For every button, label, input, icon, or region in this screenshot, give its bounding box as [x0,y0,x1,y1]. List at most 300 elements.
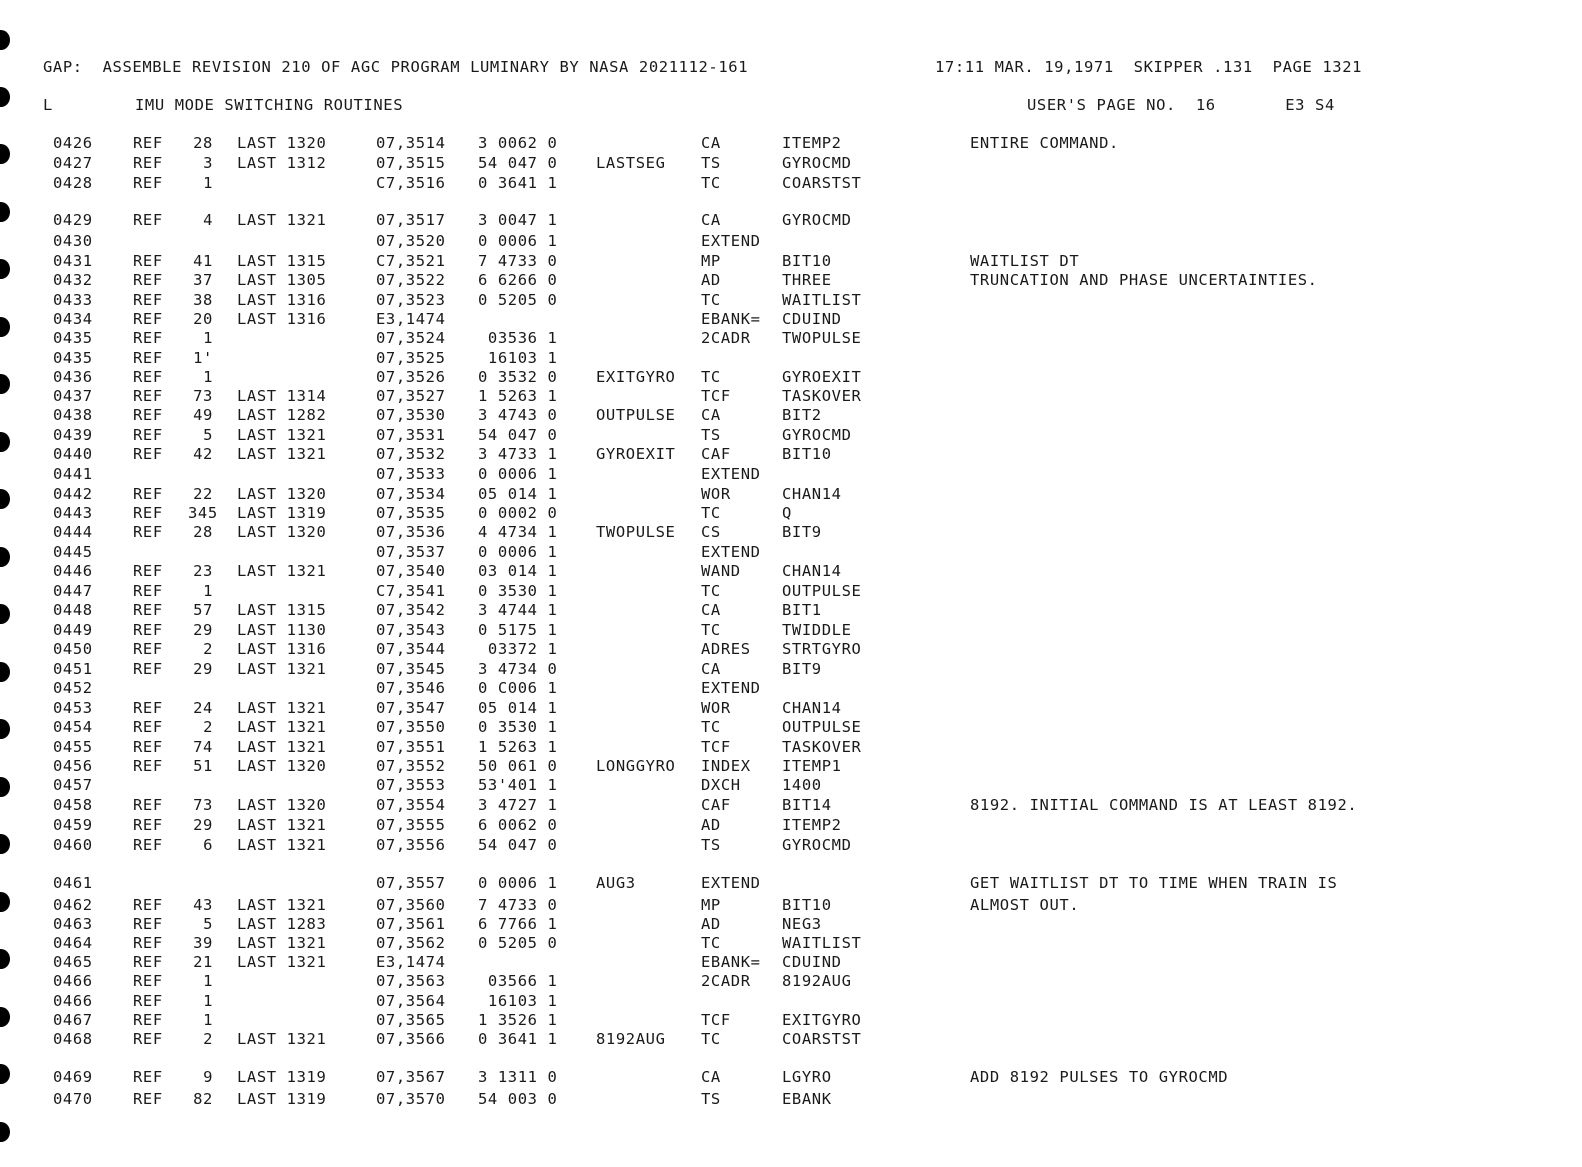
ref-count: 29 [193,816,213,834]
ref-count: 43 [193,896,213,914]
bank-address: 07,3535 [376,504,446,522]
octal-code: 1 5263 1 [478,387,558,405]
line-number: 0450 [53,640,93,658]
opcode: ADRES [701,640,751,658]
bank-address: 07,3514 [376,134,446,152]
octal-code: 54 047 0 [478,836,558,854]
bank-address: 07,3526 [376,368,446,386]
comment: TRUNCATION AND PHASE UNCERTAINTIES. [970,271,1318,289]
operand: CHAN14 [782,699,842,717]
opcode: TS [701,836,721,854]
bank-address: 07,3523 [376,291,446,309]
operand: WAITLIST [782,291,862,309]
operand: CHAN14 [782,562,842,580]
operand: TWIDDLE [782,621,852,639]
comment: ENTIRE COMMAND. [970,134,1119,152]
last-ref: LAST 1321 [237,816,327,834]
ref-count: 2 [203,640,213,658]
ref-label: REF [133,271,163,289]
ref-label: REF [133,349,163,367]
ref-count: 37 [193,271,213,289]
ref-label: REF [133,252,163,270]
header-assembly-line: GAP: ASSEMBLE REVISION 210 OF AGC PROGRAM LUMINARY BY NASA 2021112-161 [43,58,749,76]
symbol-label: AUG3 [596,874,636,892]
last-ref: LAST 1320 [237,134,327,152]
octal-code: 3 4733 1 [478,445,558,463]
comment: WAITLIST DT [970,252,1080,270]
line-number: 0461 [53,874,93,892]
opcode: MP [701,252,721,270]
ref-count: 39 [193,934,213,952]
line-number: 0466 [53,992,93,1010]
octal-code: 0 3530 1 [478,582,558,600]
bank-address: 07,3545 [376,660,446,678]
ref-label: REF [133,1090,163,1108]
ref-label: REF [133,992,163,1010]
opcode: CA [701,601,721,619]
ref-count: 5 [203,426,213,444]
ref-label: REF [133,504,163,522]
listing-row [0,1067,1582,1087]
line-number: 0435 [53,349,93,367]
octal-code: 3 4734 0 [478,660,558,678]
operand: CDUIND [782,953,842,971]
ref-label: REF [133,134,163,152]
octal-code: 7 4733 0 [478,252,558,270]
listing-row [0,386,1582,406]
opcode: TC [701,621,721,639]
operand: TWOPULSE [782,329,862,347]
bank-address: 07,3546 [376,679,446,697]
opcode: WAND [701,562,741,580]
octal-code: 3 4727 1 [478,796,558,814]
bank-address: 07,3530 [376,406,446,424]
operand: ITEMP2 [782,816,842,834]
listing-row [0,522,1582,542]
bank-address: 07,3570 [376,1090,446,1108]
last-ref: LAST 1321 [237,426,327,444]
listing-row [0,717,1582,737]
operand: GYROEXIT [782,368,862,386]
opcode: TS [701,1090,721,1108]
octal-code: 3 0047 1 [478,211,558,229]
ref-count: 28 [193,523,213,541]
last-ref: LAST 1283 [237,915,327,933]
operand: LGYRO [782,1068,832,1086]
line-number: 0456 [53,757,93,775]
comment: 8192. INITIAL COMMAND IS AT LEAST 8192. [970,796,1358,814]
last-ref: LAST 1319 [237,1068,327,1086]
octal-code: 4 4734 1 [478,523,558,541]
line-number: 0427 [53,154,93,172]
line-number: 0448 [53,601,93,619]
line-number: 0445 [53,543,93,561]
bank-address: 07,3555 [376,816,446,834]
ref-label: REF [133,757,163,775]
octal-code: 03536 1 [478,329,558,347]
opcode: AD [701,816,721,834]
listing-row [0,620,1582,640]
listing-row [0,659,1582,679]
ref-label: REF [133,1068,163,1086]
ref-count: 6 [203,836,213,854]
last-ref: LAST 1319 [237,504,327,522]
ref-label: REF [133,310,163,328]
ref-count: 4 [203,211,213,229]
listing-row [0,971,1582,991]
listing-row [0,1029,1582,1049]
operand: CHAN14 [782,485,842,503]
bank-address: 07,3553 [376,776,446,794]
line-number: 0463 [53,915,93,933]
ref-count: 23 [193,562,213,580]
line-number: 0434 [53,310,93,328]
ref-count: 1' [193,349,213,367]
listing-row [0,542,1582,562]
octal-code: 0 0006 1 [478,874,558,892]
octal-code: 0 5175 1 [478,621,558,639]
bank-address: 07,3564 [376,992,446,1010]
listing-row [0,561,1582,581]
last-ref: LAST 1315 [237,252,327,270]
bank-address: 07,3567 [376,1068,446,1086]
listing-row [0,991,1582,1011]
opcode: CA [701,134,721,152]
bank-address: 07,3547 [376,699,446,717]
last-ref: LAST 1321 [237,953,327,971]
ref-count: 38 [193,291,213,309]
octal-code: 54 047 0 [478,426,558,444]
listing-row [0,153,1582,173]
octal-code: 3 4743 0 [478,406,558,424]
octal-code: 1 3526 1 [478,1011,558,1029]
last-ref: LAST 1319 [237,1090,327,1108]
opcode: TCF [701,1011,731,1029]
line-number: 0438 [53,406,93,424]
operand: ITEMP1 [782,757,842,775]
octal-code: 0 3641 1 [478,174,558,192]
operand: GYROCMD [782,836,852,854]
octal-code: 03372 1 [478,640,558,658]
line-number: 0441 [53,465,93,483]
opcode: TC [701,291,721,309]
line-number: 0440 [53,445,93,463]
last-ref: LAST 1312 [237,154,327,172]
line-number: 0459 [53,816,93,834]
line-number: 0452 [53,679,93,697]
opcode: DXCH [701,776,741,794]
listing-row [0,444,1582,464]
line-number: 0442 [53,485,93,503]
opcode: CAF [701,445,731,463]
bank-address: 07,3561 [376,915,446,933]
ref-label: REF [133,601,163,619]
listing-row [0,1010,1582,1030]
octal-code: 0 3530 1 [478,718,558,736]
opcode: CA [701,406,721,424]
operand: Q [782,504,792,522]
listing-row [0,914,1582,934]
operand: THREE [782,271,832,289]
bank-address: 07,3515 [376,154,446,172]
line-number: 0464 [53,934,93,952]
ref-label: REF [133,329,163,347]
listing-row [0,270,1582,290]
listing-row [0,464,1582,484]
ref-label: REF [133,660,163,678]
operand: EBANK [782,1090,832,1108]
listing-row [0,895,1582,915]
opcode: TCF [701,387,731,405]
opcode: WOR [701,699,731,717]
line-number: 0454 [53,718,93,736]
listing-row [0,309,1582,329]
bank-address: 07,3533 [376,465,446,483]
octal-code: 16103 1 [478,349,558,367]
octal-code: 3 0062 0 [478,134,558,152]
listing-row [0,173,1582,193]
octal-code: 03 014 1 [478,562,558,580]
ref-count: 57 [193,601,213,619]
ref-label: REF [133,738,163,756]
octal-code: 6 7766 1 [478,915,558,933]
octal-code: 05 014 1 [478,485,558,503]
bank-address: 07,3544 [376,640,446,658]
octal-code: 0 0006 1 [478,465,558,483]
last-ref: LAST 1321 [237,445,327,463]
header-user-page: USER'S PAGE NO. 16 E3 S4 [1027,96,1335,114]
bank-address: 07,3522 [376,271,446,289]
opcode: WOR [701,485,731,503]
ref-label: REF [133,836,163,854]
octal-code: 0 0006 1 [478,232,558,250]
bank-address: 07,3554 [376,796,446,814]
last-ref: LAST 1320 [237,757,327,775]
ref-label: REF [133,621,163,639]
line-number: 0439 [53,426,93,444]
bank-address: C7,3541 [376,582,446,600]
last-ref: LAST 1316 [237,640,327,658]
ref-label: REF [133,640,163,658]
bank-address: 07,3557 [376,874,446,892]
ref-label: REF [133,426,163,444]
octal-code: 0 3532 0 [478,368,558,386]
line-number: 0436 [53,368,93,386]
operand: COARSTST [782,1030,862,1048]
bank-address: 07,3517 [376,211,446,229]
listing-row [0,639,1582,659]
octal-code: 0 C006 1 [478,679,558,697]
line-number: 0447 [53,582,93,600]
opcode: CA [701,211,721,229]
bank-address: 07,3551 [376,738,446,756]
opcode: EXTEND [701,465,761,483]
listing-row [0,405,1582,425]
operand: BIT9 [782,660,822,678]
ref-count: 1 [203,174,213,192]
operand: BIT10 [782,896,832,914]
listing-row [0,367,1582,387]
octal-code: 50 061 0 [478,757,558,775]
listing-row [0,815,1582,835]
octal-code: 16103 1 [478,992,558,1010]
opcode: AD [701,915,721,933]
ref-count: 1 [203,972,213,990]
listing-row [0,678,1582,698]
ref-count: 28 [193,134,213,152]
listing-row [0,835,1582,855]
last-ref: LAST 1321 [237,836,327,854]
octal-code: 6 6266 0 [478,271,558,289]
listing-row [0,795,1582,815]
listing-row [0,581,1582,601]
ref-label: REF [133,934,163,952]
octal-code: 53'401 1 [478,776,558,794]
line-number: 0469 [53,1068,93,1086]
bank-address: E3,1474 [376,953,446,971]
last-ref: LAST 1320 [237,523,327,541]
ref-label: REF [133,406,163,424]
operand: GYROCMD [782,426,852,444]
ref-count: 1 [203,329,213,347]
opcode: 2CADR [701,329,751,347]
listing-row [0,133,1582,153]
listing-row [0,348,1582,368]
opcode: TC [701,174,721,192]
last-ref: LAST 1305 [237,271,327,289]
line-number: 0451 [53,660,93,678]
ref-count: 1 [203,368,213,386]
operand: WAITLIST [782,934,862,952]
listing-row [0,328,1582,348]
bank-address: 07,3524 [376,329,446,347]
symbol-label: OUTPULSE [596,406,676,424]
line-number: 0458 [53,796,93,814]
line-number: 0466 [53,972,93,990]
ref-count: 2 [203,718,213,736]
bank-address: 07,3537 [376,543,446,561]
listing-row [0,737,1582,757]
ref-count: 29 [193,621,213,639]
line-number: 0455 [53,738,93,756]
ref-count: 29 [193,660,213,678]
ref-label: REF [133,896,163,914]
ref-count: 1 [203,1011,213,1029]
opcode: TC [701,504,721,522]
bank-address: 07,3540 [376,562,446,580]
octal-code: 0 3641 1 [478,1030,558,1048]
line-number: 0467 [53,1011,93,1029]
bank-address: 07,3532 [376,445,446,463]
listing-row [0,873,1582,893]
comment: ALMOST OUT. [970,896,1080,914]
ref-label: REF [133,953,163,971]
ref-count: 2 [203,1030,213,1048]
line-number: 0457 [53,776,93,794]
symbol-label: LASTSEG [596,154,666,172]
opcode: TC [701,582,721,600]
opcode: CS [701,523,721,541]
bank-address: 07,3536 [376,523,446,541]
last-ref: LAST 1321 [237,660,327,678]
opcode: EXTEND [701,543,761,561]
listing-row [0,1089,1582,1109]
ref-label: REF [133,1011,163,1029]
opcode: EXTEND [701,232,761,250]
ref-label: REF [133,972,163,990]
octal-code: 05 014 1 [478,699,558,717]
listing-row [0,251,1582,271]
operand: 8192AUG [782,972,852,990]
line-number: 0462 [53,896,93,914]
opcode: TC [701,1030,721,1048]
ref-count: 73 [193,387,213,405]
octal-code: 54 047 0 [478,154,558,172]
ref-label: REF [133,368,163,386]
octal-code: 0 5205 0 [478,934,558,952]
ref-count: 5 [203,915,213,933]
octal-code: 7 4733 0 [478,896,558,914]
octal-code: 6 0062 0 [478,816,558,834]
ref-label: REF [133,445,163,463]
bank-address: C7,3521 [376,252,446,270]
ref-label: REF [133,291,163,309]
operand: OUTPULSE [782,582,862,600]
ref-count: 41 [193,252,213,270]
opcode: MP [701,896,721,914]
last-ref: LAST 1314 [237,387,327,405]
ref-count: 1 [203,582,213,600]
ref-label: REF [133,816,163,834]
ref-label: REF [133,582,163,600]
line-number: 0432 [53,271,93,289]
line-number: 0449 [53,621,93,639]
listing-row [0,756,1582,776]
opcode: EBANK= [701,953,761,971]
line-number: 0437 [53,387,93,405]
last-ref: LAST 1316 [237,291,327,309]
octal-code: 0 5205 0 [478,291,558,309]
symbol-label: GYROEXIT [596,445,676,463]
listing-row [0,933,1582,953]
comment: ADD 8192 PULSES TO GYROCMD [970,1068,1229,1086]
bank-address: 07,3542 [376,601,446,619]
bank-address: 07,3550 [376,718,446,736]
operand: BIT9 [782,523,822,541]
line-number: 0470 [53,1090,93,1108]
octal-code: 0 0002 0 [478,504,558,522]
line-number: 0460 [53,836,93,854]
octal-code: 3 4744 1 [478,601,558,619]
bank-address: 07,3527 [376,387,446,405]
listing-row [0,952,1582,972]
header-section-marker: L [43,96,53,114]
opcode: TC [701,934,721,952]
opcode: 2CADR [701,972,751,990]
ref-count: 74 [193,738,213,756]
operand: BIT2 [782,406,822,424]
ref-label: REF [133,915,163,933]
listing-row [0,698,1582,718]
ref-label: REF [133,718,163,736]
ref-label: REF [133,699,163,717]
line-number: 0468 [53,1030,93,1048]
opcode: CA [701,1068,721,1086]
line-number: 0443 [53,504,93,522]
operand: OUTPULSE [782,718,862,736]
ref-label: REF [133,562,163,580]
last-ref: LAST 1321 [237,896,327,914]
